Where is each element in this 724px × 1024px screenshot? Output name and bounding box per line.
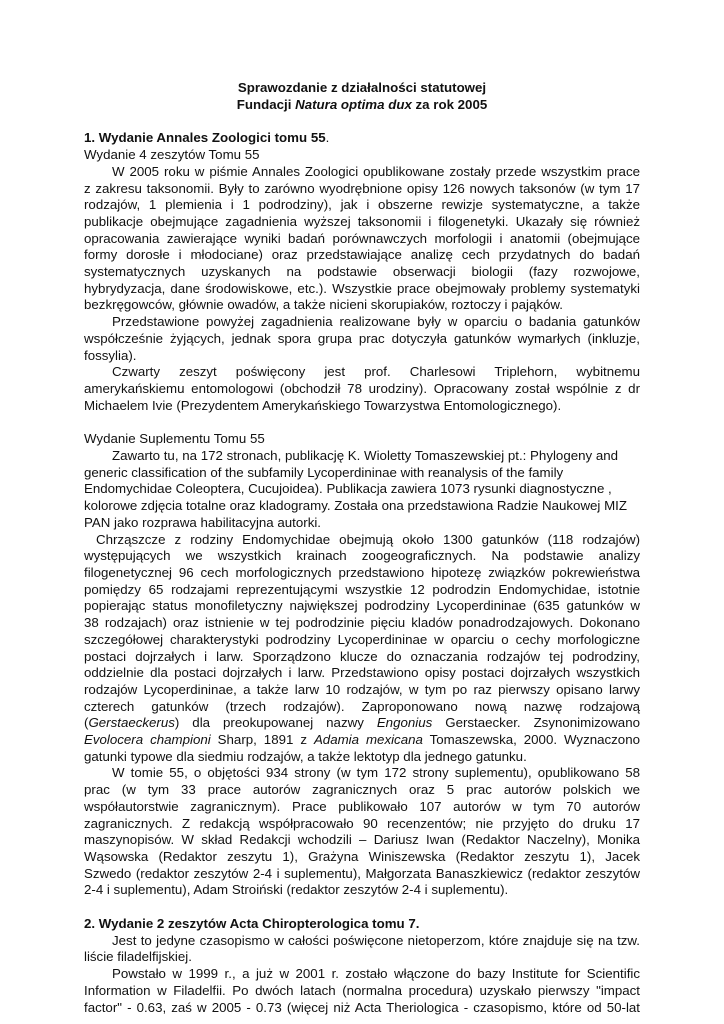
text-line: factor" - 0.63, zaś w 2005 - 0.73 (więcej niż Acta Theriologica - czasopismo, które od 50-lat — [84, 999, 640, 1015]
text-line: Chrząszcze z rodziny Endomychidae obejmują około 1300 gatunków (118 rodzajów) — [96, 531, 640, 547]
text-line: rodzajów, 1 plemienia i 1 podrodziny), jak i obszerne rewizje systematyczne, a także — [84, 197, 640, 213]
text-line: maszynopisów. W skład Redakcji wchodzili – Dariusz Iwan (Redaktor Naczelny), Monika — [84, 832, 640, 848]
text-line: Endomychidae Coleoptera, Cucujoidea). Publikacja zawiera 1073 rysunki diagnostyczne , — [84, 481, 612, 497]
species-name: Adamia mexicana — [313, 732, 423, 748]
text-line: Szwedo (redaktor zeszytów 2-4 i suplementu), Małgorzata Banaszkiewicz (redaktor zeszytów — [84, 865, 640, 881]
text-line: pomiędzy 65 rodzajami reprezentującymi wszystkie 12 podrodzin Endomychidae, istotnie — [84, 581, 640, 597]
document-body — [84, 80, 640, 1016]
section-2-heading: 2. Wydanie 2 zeszytów Acta Chiropterologica tomu 7. — [84, 916, 420, 932]
text-line: amerykańskiemu entomologowi (obchodził 78 urodziny). Opracowany został wspólnie z dr — [84, 380, 640, 396]
paragraph-fossils — [84, 314, 640, 364]
text-line: bezkręgowców, głównie owadów, a także nicieni skorupiaków, roztoczy i pająków. — [84, 297, 563, 313]
foundation-name: Natura optima dux — [295, 96, 412, 112]
text-line: fossylia). — [84, 347, 137, 363]
section-1-heading: 1. Wydanie Annales Zoologici tomu 55. — [84, 130, 330, 146]
supplement-heading: Wydanie Suplementu Tomu 55 — [84, 431, 265, 447]
text-line: oddzielnie dla postaci dojrzałych i larw. Przedstawiono opisy postaci dojrzałych wszystkich — [84, 665, 640, 681]
text-line: czterech gatunków (trzech rodzajów). Zaproponowano nową nazwę rodzajową — [84, 698, 640, 714]
text-line: 2-4 i suplementu), Adam Stroiński (redaktor zeszytów 2-4 i suplementu). — [84, 882, 509, 898]
paragraph-volume-stats — [84, 765, 640, 899]
paragraph-dedication — [84, 364, 640, 414]
paragraph-taxonomy — [84, 164, 640, 314]
text-line: PAN jako rozprawa habilitacyjna autorki. — [84, 514, 321, 530]
document-title — [84, 80, 640, 113]
text-line: rodzajów Lycoperdininae, a także larw 10 rodzajów, w tym po raz pierwszy opisano larwy — [84, 681, 640, 697]
text-line: współcześnie żyjących, jednak spora grupa prac dotyczyła gatunków wymarłych (inkluzje, — [84, 330, 640, 346]
spacer — [84, 899, 640, 916]
text-line: Zawarto tu, na 172 stronach, publikację K. Wioletty Tomaszewskiej pt.: Phylogeny and — [112, 448, 619, 464]
genus-name: Engonius — [376, 715, 433, 731]
text-line: W tomie 55, o objętości 934 strony (w tym 172 strony suplementu), opublikowano 58 — [112, 765, 640, 781]
paragraph-impact-factor — [84, 966, 640, 1016]
text-line: Wąsowska (Redaktor zeszytu 1), Grażyna Winiszewska (Redaktor zeszytu 1), Jacek — [84, 848, 640, 864]
text-line: W 2005 roku w piśmie Annales Zoologici opublikowane zostały przede wszystkim prace — [112, 163, 640, 179]
text-line: (Gerstaeckerus) dla preokupowanej nazwy Engonius Gerstaecker. Zsynonimizowano — [84, 715, 640, 731]
text-line: 38 rodzajach) oraz istnienie w tej podrodzinie pięciu kladów ponadrodzajowych. Dokonano — [84, 615, 640, 631]
text-line: szczegółowej charakterystyki podrodziny Lycoperdininae w oparciu o cechy morfologiczne — [84, 631, 640, 647]
text-line: liście filadelfijskiej. — [84, 949, 192, 965]
text-line: występujących we wszystkich krainach zoogeograficznych. Na podstawie analizy — [84, 548, 640, 564]
text-line: Jest to jedyne czasopismo w całości poświęcone nietoperzom, które znajduje się na tzw. — [112, 932, 640, 948]
text-line: opracowania zawierające wyniki badań porównawczych morfologii i anatomii (obejmujące — [84, 230, 640, 246]
text-line: formy dorosłe i młodociane) oraz przedstawiające analizę cech przydatnych do badań — [84, 247, 640, 263]
spacer — [84, 113, 640, 130]
text-line: Evolocera championi Sharp, 1891 z Adamia mexicana Tomaszewska, 2000. Wyznaczono — [84, 732, 640, 748]
text-line: filogenetycznej 96 cech morfologicznych przedstawiono hipotezę związków pokrewieństwa — [84, 564, 640, 580]
text-line: popierając status monofiletyczny największej podrodziny Lycoperdininae (635 gatunków w — [84, 598, 640, 614]
title-line-2: Fundacji Natura optima dux za rok 2005 — [236, 96, 488, 112]
text-line: Czwarty zeszyt poświęcony jest prof. Charlesowi Triplehorn, wybitnemu — [112, 364, 640, 380]
spacer — [84, 414, 640, 431]
paragraph-chiroptera — [84, 933, 640, 966]
text-line: gatunki typowe dla siedmiu rodzajów, a także lektotyp dla jednego gatunku. — [84, 748, 527, 764]
text-line: Przedstawione powyżej zagadnienia realizowane były w oparciu o badania gatunków — [112, 314, 640, 330]
text-line: hybrydyzacja, dane środowiskowe, etc.). Wszystkie prace obejmowały problemy systematyki — [84, 280, 640, 296]
paragraph-endomychidae — [84, 532, 640, 766]
text-line: Information w Filadelfii. Po dwóch latach (normalna procedura) uzyskało pierwszy "impact — [84, 982, 640, 998]
species-name: Evolocera championi — [84, 732, 211, 748]
text-line: postaci dojrzałych i larw. Sporządzono klucze do oznaczania rodzajów tej podrodziny, — [84, 648, 640, 664]
text-line: systematycznych uzyskanych na podstawie obserwacji biologii (fazy rozwojowe, — [84, 264, 640, 280]
title-line-1: Sprawozdanie z działalności statutowej — [237, 80, 487, 95]
text-line: zagranicznych. Z redakcją współpracowało 90 recenzentów; nie przyjęto do druku 17 — [84, 815, 640, 831]
text-line: Powstało w 1999 r., a już w 2001 r. zostało włączone do bazy Institute for Scientific — [112, 966, 640, 982]
text-line: z zakresu taksonomii. Były to zarówno wyodrębnione opisy 126 nowych taksonów (w tym 17 — [84, 180, 640, 196]
text-line: Michaelem Ivie (Prezydentem Amerykańskiego Towarzystwa Entomologicznego). — [84, 397, 562, 413]
paragraph-supplement — [84, 448, 640, 532]
section-1-subheading: Wydanie 4 zeszytów Tomu 55 — [84, 147, 260, 163]
text-line: współautorstwie zagranicznym). Prace publikowało 107 autorów w tym 70 autorów — [84, 798, 640, 814]
text-line: publikacje obejmujące zagadnienia wyższej taksonomii i filogenetyki. Ukazały się również — [84, 213, 640, 229]
text-line: generic classification of the subfamily Lycoperdininae with reanalysis of the family — [84, 464, 564, 480]
genus-name: Gerstaeckerus — [88, 715, 175, 731]
text-line: kolorowe zdjęcia totalne oraz kladogramy. Została ona przedstawiona Radzie Naukowej MIZ — [84, 498, 627, 514]
text-line: prac (w tym 33 prace autorów zagranicznych oraz 5 prac autorów polskich we — [84, 782, 640, 798]
